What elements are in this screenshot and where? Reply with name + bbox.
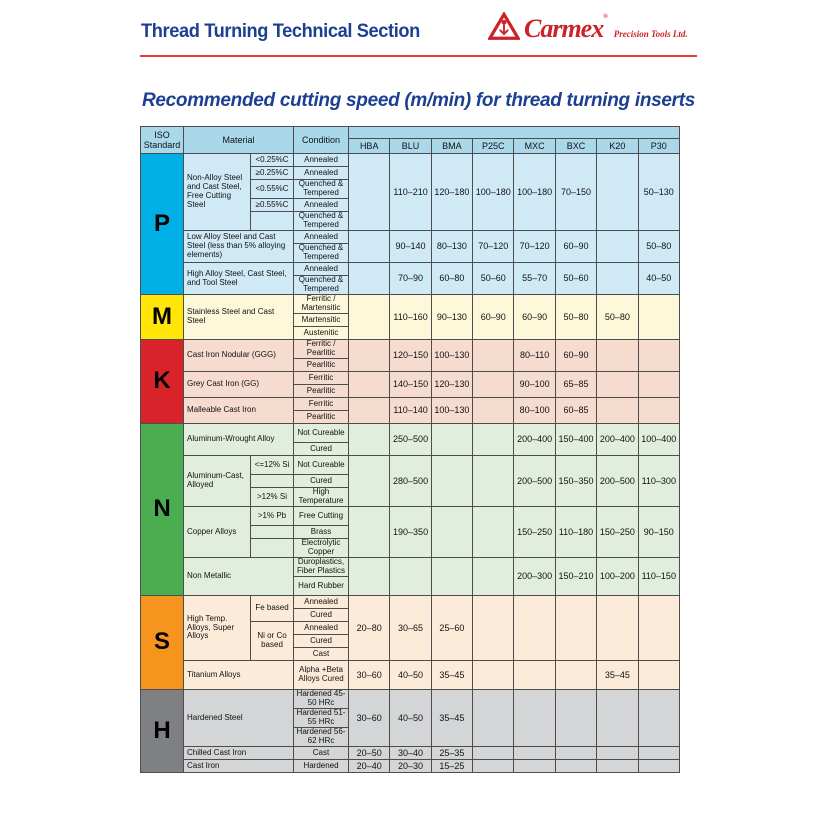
value-cell [514,760,555,773]
data-table [140,126,680,773]
carmex-triangle-icon [488,12,520,46]
value-cell: 200–500 [514,456,555,507]
value-cell: 150–250 [514,507,555,558]
value-cell: 60–85 [555,398,596,424]
value-cell [431,507,472,558]
header-grade-hba: HBA [349,139,390,154]
material-cell: Low Alloy Steel and Cast Steel (less than 5% alloying elements) [184,231,294,263]
value-cell [473,340,514,372]
table-row [141,231,680,244]
value-cell [555,690,596,747]
value-cell: 20–30 [390,760,431,773]
iso-letter-k: K [141,340,184,424]
sub-material-cell: >1% Pb [251,507,294,526]
value-cell: 280–500 [390,456,431,507]
condition-cell: Annealed [294,622,349,635]
value-cell [638,295,679,340]
value-cell: 20–80 [349,596,390,661]
value-cell [597,231,638,263]
value-cell: 60–80 [431,263,472,295]
value-cell [473,398,514,424]
value-cell: 50–80 [638,231,679,263]
condition-cell: Quenched & Tempered [294,244,349,263]
table-row [141,154,680,167]
table-title: Recommended cutting speed (m/min) for thread turning inserts [141,90,696,111]
material-cell: Aluminum-Cast, Alloyed [184,456,251,507]
sub-material-cell [251,475,294,488]
value-cell [555,760,596,773]
brand-logo [488,12,688,46]
value-cell [514,661,555,690]
value-cell: 100–130 [431,340,472,372]
value-cell: 110–140 [390,398,431,424]
value-cell: 110–180 [555,507,596,558]
value-cell: 200–300 [514,558,555,596]
value-cell [431,456,472,507]
value-cell: 70–120 [473,231,514,263]
value-cell: 50–80 [597,295,638,340]
value-cell: 90–140 [390,231,431,263]
value-cell: 100–130 [431,398,472,424]
sub-material-cell: <0.55%C [251,180,294,199]
value-cell: 70–150 [555,154,596,231]
value-cell [597,340,638,372]
condition-cell: Cured [294,443,349,456]
value-cell [597,596,638,661]
value-cell: 200–400 [514,424,555,456]
header-grade-blu: BLU [390,139,431,154]
header-grade-p25c: P25C [473,139,514,154]
value-cell: 250–500 [390,424,431,456]
table-row [141,747,680,760]
value-cell: 35–45 [431,690,472,747]
value-cell [638,747,679,760]
condition-cell: Cured [294,475,349,488]
brand-tagline: Precision Tools Ltd. [613,29,688,39]
value-cell: 55–70 [514,263,555,295]
table-row [141,372,680,385]
value-cell: 120–150 [390,340,431,372]
value-cell: 50–80 [555,295,596,340]
value-cell [473,372,514,398]
condition-cell: Cast [294,747,349,760]
value-cell [638,398,679,424]
iso-letter-h: H [141,690,184,773]
table-row [141,507,680,526]
condition-cell: Duroplastics, Fiber Plastics [294,558,349,577]
value-cell [390,558,431,596]
value-cell: 30–40 [390,747,431,760]
table-row [141,760,680,773]
iso-letter-n: N [141,424,184,596]
header-grade-bma: BMA [431,139,472,154]
value-cell [597,760,638,773]
value-cell: 50–60 [555,263,596,295]
condition-cell: Cured [294,635,349,648]
value-cell [473,690,514,747]
value-cell: 25–60 [431,596,472,661]
condition-cell: Cured [294,609,349,622]
value-cell [555,747,596,760]
value-cell: 110–160 [390,295,431,340]
header-grade-k20: K20 [597,139,638,154]
value-cell [349,507,390,558]
value-cell: 60–90 [514,295,555,340]
material-cell: Non-Alloy Steel and Cast Steel, Free Cutting Steel [184,154,251,231]
table-row [141,661,680,690]
value-cell [555,661,596,690]
value-cell [638,340,679,372]
registered-mark: ® [603,14,607,20]
value-cell [431,558,472,596]
value-cell [597,690,638,747]
material-cell: Aluminum-Wrought Alloy [184,424,294,456]
value-cell: 30–60 [349,690,390,747]
value-cell: 70–90 [390,263,431,295]
value-cell [638,690,679,747]
sub-material-cell [251,212,294,231]
value-cell: 65–85 [555,372,596,398]
header-iso-standard: ISO Standard [141,127,184,154]
header-condition: Condition [294,127,349,154]
value-cell [349,295,390,340]
condition-cell: Hardened 51-55 HRc [294,709,349,728]
sub-material-cell: >12% Si [251,488,294,507]
value-cell: 100–400 [638,424,679,456]
value-cell [597,154,638,231]
value-cell [473,424,514,456]
table-row [141,398,680,411]
material-cell: Chilled Cast Iron [184,747,294,760]
condition-cell: Quenched & Tempered [294,276,349,295]
value-cell: 190–350 [390,507,431,558]
condition-cell: Quenched & Tempered [294,180,349,199]
condition-cell: Hardened 45-50 HRc [294,690,349,709]
value-cell [597,398,638,424]
page-title: Thread Turning Technical Section [141,21,420,42]
cutting-speed-table [140,126,680,773]
iso-letter-p: P [141,154,184,295]
table-row [141,424,680,443]
condition-cell: Pearlitic [294,385,349,398]
value-cell: 90–130 [431,295,472,340]
value-cell [555,596,596,661]
value-cell: 80–130 [431,231,472,263]
value-cell: 20–40 [349,760,390,773]
value-cell: 40–50 [390,690,431,747]
value-cell: 15–25 [431,760,472,773]
value-cell [473,661,514,690]
value-cell: 110–210 [390,154,431,231]
value-cell: 100–200 [597,558,638,596]
value-cell [349,263,390,295]
value-cell [514,690,555,747]
header-grade-bxc: BXC [555,139,596,154]
value-cell: 90–150 [638,507,679,558]
material-cell: Cast Iron [184,760,294,773]
condition-cell: Cast [294,648,349,661]
sub-material-cell: Fe based [251,596,294,622]
sub-material-cell [251,526,294,539]
sub-material-cell: <0.25%C [251,154,294,167]
value-cell: 40–50 [638,263,679,295]
value-cell [349,231,390,263]
material-cell: Stainless Steel and Cast Steel [184,295,294,340]
table-row [141,596,680,609]
sub-material-cell: ≥0.25%C [251,167,294,180]
value-cell: 60–90 [473,295,514,340]
value-cell [473,507,514,558]
condition-cell: Hardened [294,760,349,773]
value-cell: 25–35 [431,747,472,760]
condition-cell: Annealed [294,199,349,212]
value-cell: 35–45 [597,661,638,690]
sub-material-cell: <=12% Si [251,456,294,475]
condition-cell: Annealed [294,154,349,167]
condition-cell: Annealed [294,231,349,244]
table-header-row [141,127,680,139]
sub-material-cell: ≥0.55%C [251,199,294,212]
condition-cell: Ferritic [294,398,349,411]
table-row [141,690,680,709]
value-cell [473,760,514,773]
value-cell: 50–130 [638,154,679,231]
condition-cell: Ferritic / Pearlitic [294,340,349,359]
value-cell [349,340,390,372]
condition-cell: Ferritic [294,372,349,385]
value-cell [514,747,555,760]
value-cell [597,263,638,295]
condition-cell: Quenched & Tempered [294,212,349,231]
header-grade-p30: P30 [638,139,679,154]
condition-cell: Hard Rubber [294,577,349,596]
value-cell: 40–50 [390,661,431,690]
value-cell: 35–45 [431,661,472,690]
value-cell [431,424,472,456]
value-cell: 110–150 [638,558,679,596]
condition-cell: Austenitic [294,327,349,340]
material-cell: High Alloy Steel, Cast Steel, and Tool Steel [184,263,294,295]
value-cell [349,154,390,231]
table-row [141,558,680,577]
value-cell [349,558,390,596]
value-cell: 120–130 [431,372,472,398]
value-cell: 80–110 [514,340,555,372]
condition-cell: Alpha +Beta Alloys Cured [294,661,349,690]
condition-cell: Annealed [294,263,349,276]
condition-cell: Pearlitic [294,411,349,424]
value-cell [638,596,679,661]
condition-cell: Electrolytic Copper [294,539,349,558]
value-cell: 140–150 [390,372,431,398]
condition-cell: Martensitic [294,314,349,327]
value-cell: 150–400 [555,424,596,456]
header-material: Material [184,127,294,154]
condition-cell: Pearlitic [294,359,349,372]
value-cell [638,372,679,398]
value-cell [473,558,514,596]
value-cell [597,372,638,398]
brand-name: Carmex® [524,14,607,43]
condition-cell: Ferritic / Martensitic [294,295,349,314]
table-row [141,295,680,314]
material-cell: Cast Iron Nodular (GGG) [184,340,294,372]
value-cell [514,596,555,661]
value-cell [349,372,390,398]
value-cell [638,760,679,773]
table-row [141,263,680,276]
value-cell: 200–400 [597,424,638,456]
material-cell: Copper Alloys [184,507,251,558]
value-cell: 200–500 [597,456,638,507]
value-cell: 150–250 [597,507,638,558]
condition-cell: Annealed [294,596,349,609]
material-cell: Grey Cast Iron (GG) [184,372,294,398]
condition-cell: Not Cureable [294,424,349,443]
value-cell [473,596,514,661]
sub-material-cell [251,539,294,558]
sub-material-cell: Ni or Co based [251,622,294,661]
value-cell [597,747,638,760]
value-cell: 80–100 [514,398,555,424]
material-cell: Titanium Alloys [184,661,294,690]
table-row [141,340,680,359]
value-cell [349,398,390,424]
value-cell: 100–180 [514,154,555,231]
condition-cell: Not Cureable [294,456,349,475]
value-cell: 60–90 [555,340,596,372]
value-cell: 150–210 [555,558,596,596]
value-cell [638,661,679,690]
value-cell: 120–180 [431,154,472,231]
table-row [141,456,680,475]
condition-cell: Free Cutting [294,507,349,526]
header-grades-strip [349,127,680,139]
material-cell: Non Metallic [184,558,294,596]
value-cell: 30–60 [349,661,390,690]
value-cell: 60–90 [555,231,596,263]
value-cell: 100–180 [473,154,514,231]
value-cell [349,424,390,456]
value-cell: 50–60 [473,263,514,295]
condition-cell: Hardened 56-62 HRc [294,728,349,747]
material-cell: Hardened Steel [184,690,294,747]
iso-letter-s: S [141,596,184,690]
value-cell [473,747,514,760]
value-cell [349,456,390,507]
value-cell: 70–120 [514,231,555,263]
header-grade-mxc: MXC [514,139,555,154]
value-cell: 30–65 [390,596,431,661]
value-cell: 150–350 [555,456,596,507]
condition-cell: Annealed [294,167,349,180]
value-cell: 20–50 [349,747,390,760]
value-cell: 110–300 [638,456,679,507]
condition-cell: High Temperature [294,488,349,507]
iso-letter-m: M [141,295,184,340]
header-divider [140,55,697,57]
value-cell: 90–100 [514,372,555,398]
value-cell [473,456,514,507]
material-cell: Malleable Cast Iron [184,398,294,424]
condition-cell: Brass [294,526,349,539]
material-cell: High Temp. Alloys, Super Alloys [184,596,251,661]
